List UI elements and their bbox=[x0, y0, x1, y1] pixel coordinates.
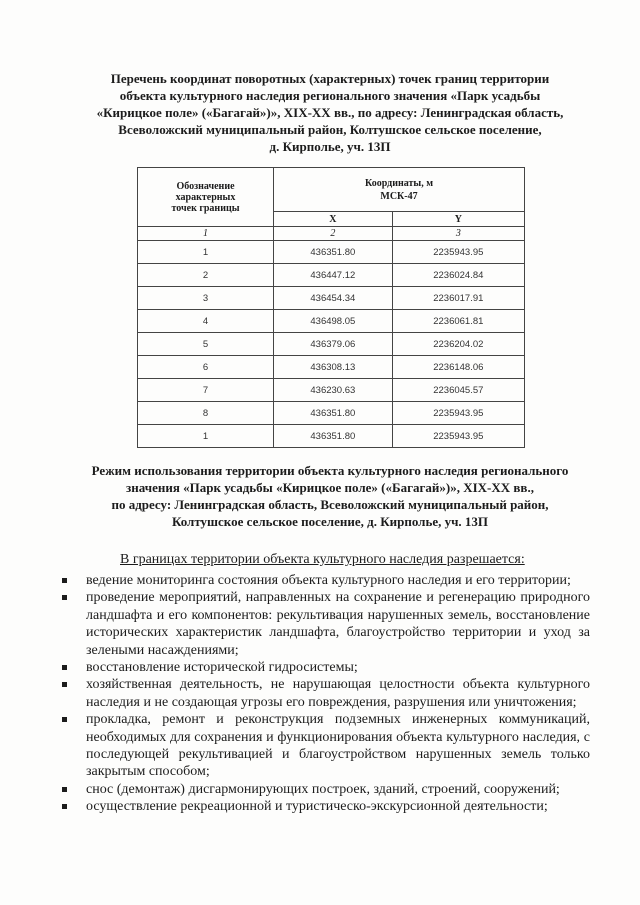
table-row bbox=[138, 264, 525, 287]
title-line: по адресу: Ленинградская область, Всеволожский муниципальный район, bbox=[111, 497, 549, 512]
allowed-heading: В границах территории объекта культурного наследия разрешается: bbox=[120, 552, 525, 567]
x-cell: 436351.80 bbox=[274, 425, 393, 448]
table-row bbox=[138, 402, 525, 425]
x-cell: 436379.06 bbox=[274, 333, 393, 356]
list-item-text: осуществление рекреационной и туристическо-экскурсионной деятельности; bbox=[86, 799, 548, 815]
column-number: 2 bbox=[274, 227, 393, 241]
column-x-header: X bbox=[274, 212, 393, 227]
title-line: Колтушское сельское поселение, д. Кирполье, уч. 13П bbox=[171, 514, 489, 529]
column-number-row bbox=[138, 227, 525, 241]
list-item bbox=[60, 659, 590, 676]
table-row bbox=[138, 241, 525, 264]
bullet-icon bbox=[62, 595, 67, 600]
table-row bbox=[138, 425, 525, 448]
title-line: «Кирицкое поле» («Багагай»)», XIX-XX вв., по адресу: Ленинградская область, bbox=[96, 105, 564, 120]
list-item-text: восстановление исторической гидросистемы; bbox=[86, 660, 358, 676]
point-cell: 8 bbox=[138, 402, 274, 425]
bullet-icon bbox=[62, 665, 67, 670]
table-row bbox=[138, 333, 525, 356]
y-cell: 2236148.06 bbox=[392, 356, 524, 379]
point-cell: 1 bbox=[138, 241, 274, 264]
y-cell: 2235943.95 bbox=[392, 402, 524, 425]
list-item bbox=[60, 572, 590, 589]
list-item bbox=[60, 781, 590, 798]
y-cell: 2236061.81 bbox=[392, 310, 524, 333]
y-cell: 2236045.57 bbox=[392, 379, 524, 402]
point-cell: 5 bbox=[138, 333, 274, 356]
list-item-text: прокладка, ремонт и реконструкция подземных инженерных коммуникаций, необходимых для сохранения и функционирования объекта культурного наследия, с последующей рекультивацией и благоустройством нарушенных земель только закрытым способом; bbox=[86, 712, 590, 780]
list-item bbox=[60, 676, 590, 711]
table-row bbox=[138, 310, 525, 333]
coordinates-header: Координаты, м МСК-47 bbox=[274, 168, 525, 212]
x-cell: 436454.34 bbox=[274, 287, 393, 310]
point-cell: 2 bbox=[138, 264, 274, 287]
title-line: объекта культурного наследия регионального значения «Парк усадьбы bbox=[119, 88, 541, 103]
coordinates-table bbox=[137, 167, 525, 448]
y-cell: 2235943.95 bbox=[392, 241, 524, 264]
column-number: 3 bbox=[392, 227, 524, 241]
list-item bbox=[60, 589, 590, 659]
point-cell: 6 bbox=[138, 356, 274, 379]
point-designation-header: Обозначение характерных точек границы bbox=[138, 168, 274, 227]
list-item bbox=[60, 798, 590, 815]
bullet-icon bbox=[62, 787, 67, 792]
x-cell: 436498.05 bbox=[274, 310, 393, 333]
point-cell: 1 bbox=[138, 425, 274, 448]
table-row bbox=[138, 287, 525, 310]
title-line: Перечень координат поворотных (характерных) точек границ территории bbox=[110, 71, 550, 86]
x-cell: 436351.80 bbox=[274, 241, 393, 264]
y-cell: 2235943.95 bbox=[392, 425, 524, 448]
x-cell: 436447.12 bbox=[274, 264, 393, 287]
title-line: д. Кирполье, уч. 13П bbox=[269, 139, 391, 154]
list-item-text: хозяйственная деятельность, не нарушающая целостности объекта культурного наследия и не создающая угрозы его повреждения, разрушения или уничтожения; bbox=[86, 677, 590, 710]
list-item-text: проведение мероприятий, направленных на сохранение и регенерацию природного ландшафта и его компонентов: рекультивация нарушенных земель, восстановление исторических характеристик ландшафта, благоустройство территории и уход за зелеными насаждениями; bbox=[86, 590, 590, 658]
list-item-text: снос (демонтаж) дисгармонирующих построек, зданий, строений, сооружений; bbox=[86, 781, 560, 797]
bullet-icon bbox=[62, 578, 67, 583]
title-line: Всеволожский муниципальный район, Колтушское сельское поселение, bbox=[118, 122, 542, 137]
x-cell: 436351.80 bbox=[274, 402, 393, 425]
list-item bbox=[60, 711, 590, 781]
column-number: 1 bbox=[138, 227, 274, 241]
table-row bbox=[138, 356, 525, 379]
point-cell: 3 bbox=[138, 287, 274, 310]
x-cell: 436230.63 bbox=[274, 379, 393, 402]
y-cell: 2236204.02 bbox=[392, 333, 524, 356]
list-item-text: ведение мониторинга состояния объекта культурного наследия и его территории; bbox=[86, 573, 571, 588]
column-y-header: Y bbox=[392, 212, 524, 227]
bullet-icon bbox=[62, 804, 67, 809]
allowed-activities-list bbox=[60, 572, 590, 816]
usage-regime-title bbox=[60, 462, 600, 530]
bullet-icon bbox=[62, 717, 67, 722]
y-cell: 2236017.91 bbox=[392, 287, 524, 310]
title-line: значения «Парк усадьбы «Кирицкое поле» («Багагай»)», XIX-XX вв., bbox=[126, 480, 534, 495]
y-cell: 2236024.84 bbox=[392, 264, 524, 287]
table-row bbox=[138, 379, 525, 402]
x-cell: 436308.13 bbox=[274, 356, 393, 379]
title-line: Режим использования территории объекта культурного наследия регионального bbox=[91, 463, 569, 478]
coordinates-title bbox=[60, 70, 600, 155]
bullet-icon bbox=[62, 682, 67, 687]
point-cell: 4 bbox=[138, 310, 274, 333]
point-cell: 7 bbox=[138, 379, 274, 402]
